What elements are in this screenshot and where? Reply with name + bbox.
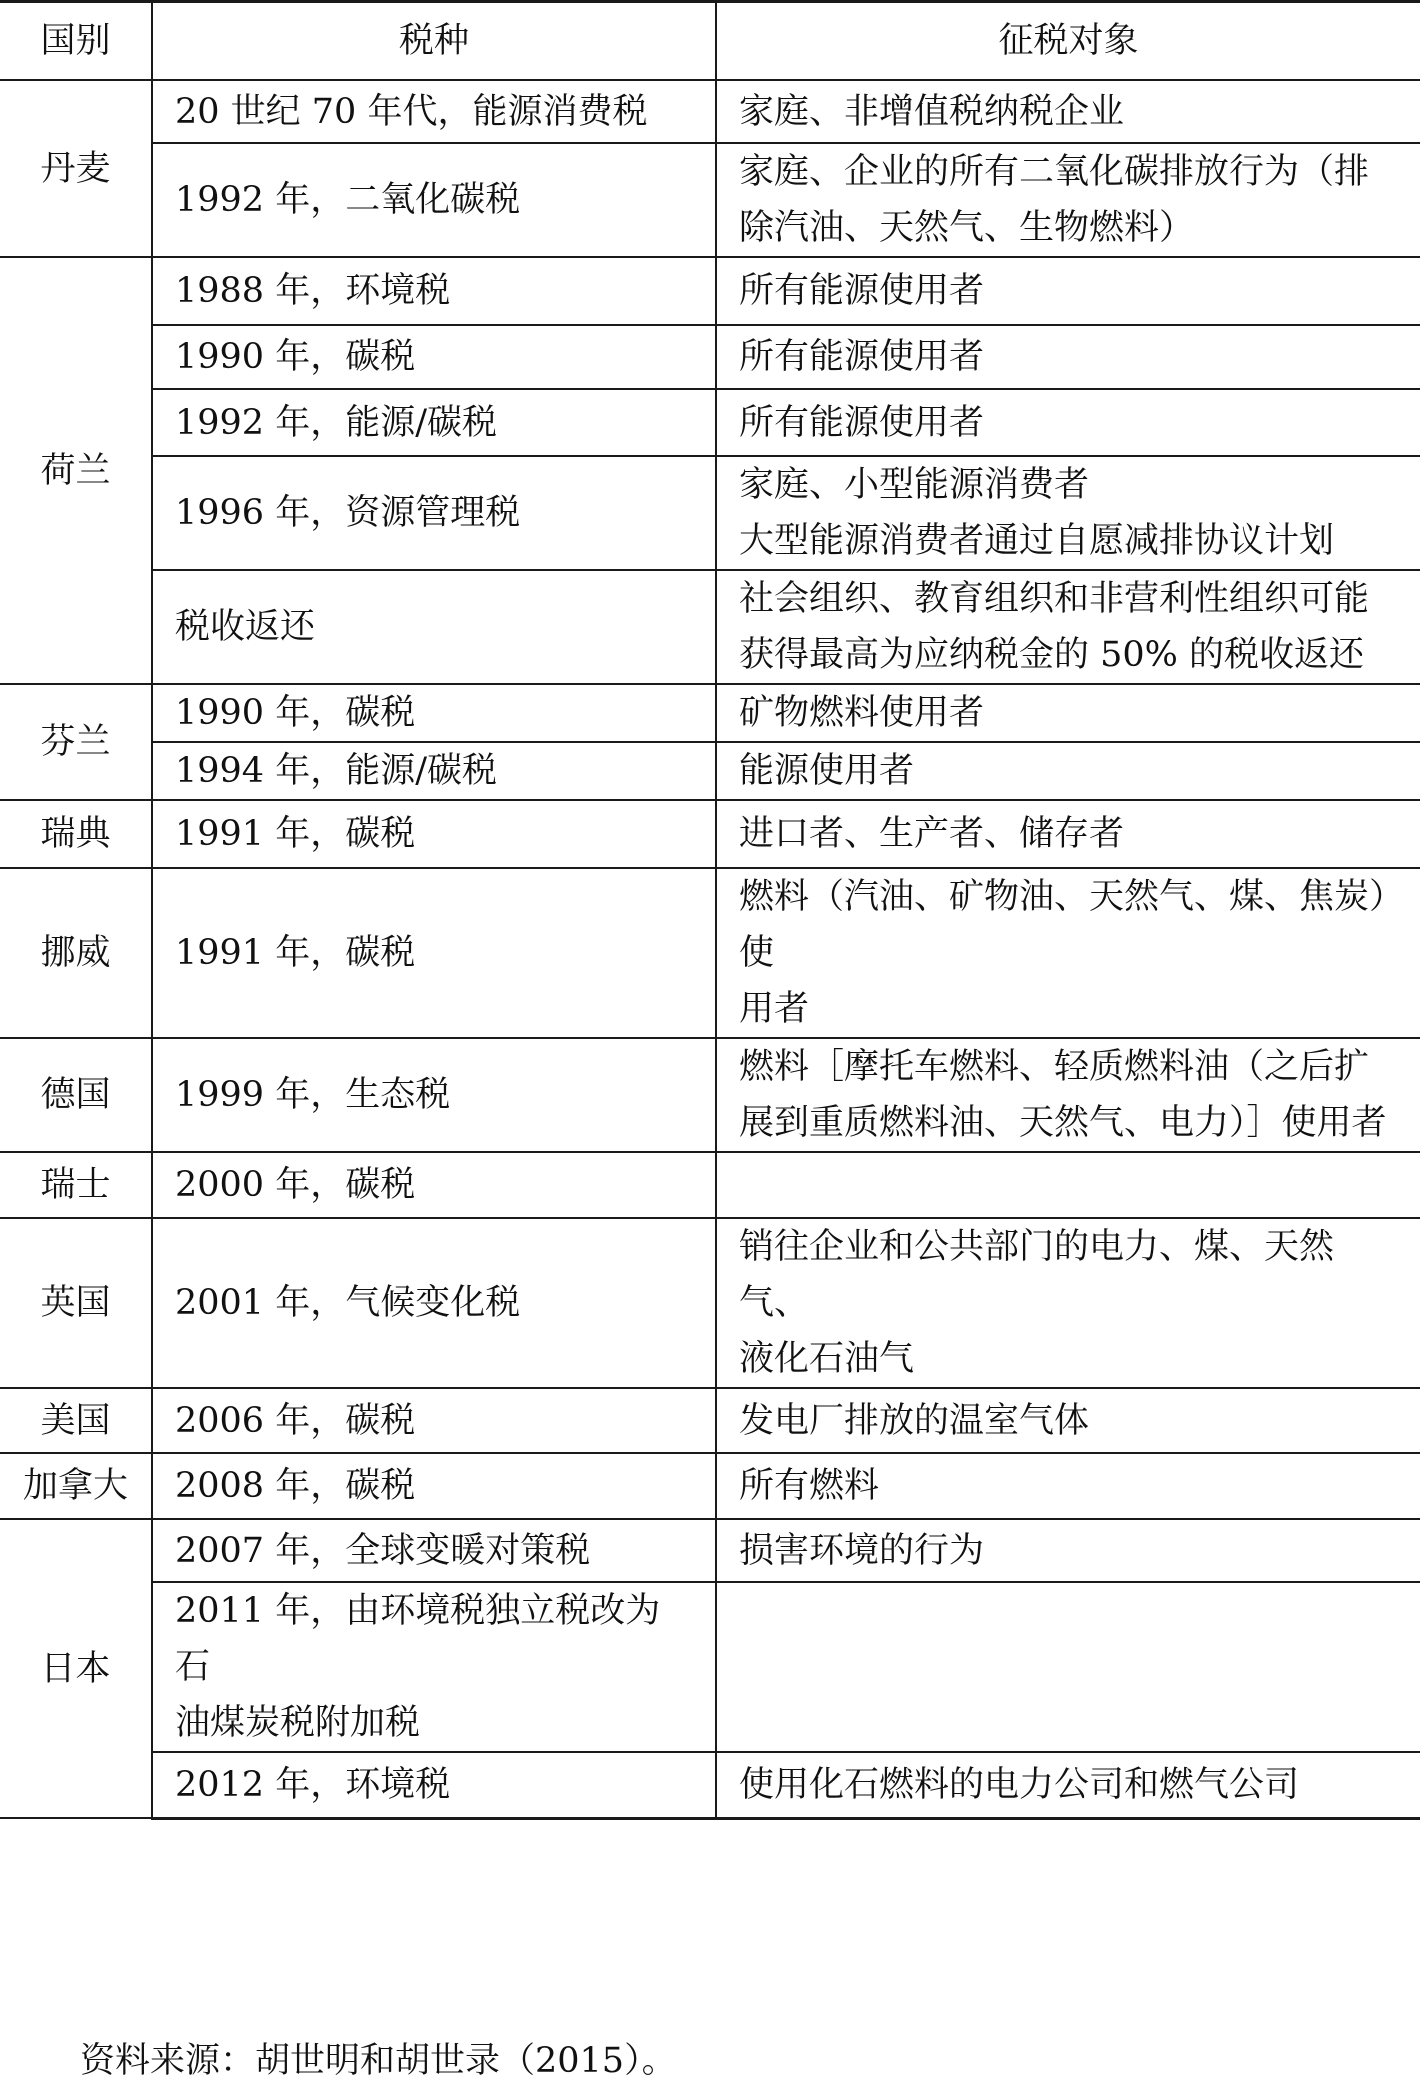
tax-type-cell [152,1752,716,1818]
country-cell: 丹麦 [0,80,152,257]
tax-target-line: 大型能源消费者通过自愿减排协议计划 [739,521,1335,561]
country-cell: 德国 [0,1038,152,1152]
tax-type-cell [152,1152,716,1218]
table-row [0,325,1420,389]
table-row [0,80,1420,143]
header-country: 国别 [0,2,152,81]
tax-target-line: 进口者、生产者、储存者 [739,814,1125,854]
tax-target-cell [716,1453,1420,1519]
tax-target-line: 液化石油气 [739,1339,915,1379]
table-row [0,143,1420,257]
table-header [0,2,1420,81]
tax-target-cell [716,143,1420,257]
tax-type-cell [152,570,716,684]
country-cell: 英国 [0,1218,152,1388]
tax-type-line: 1991 年，碳税 [175,814,416,854]
tax-target-cell [716,868,1420,1038]
tax-type-cell [152,1582,716,1752]
tax-target-cell [716,684,1420,742]
tax-type-cell [152,389,716,456]
tax-target-line: 发电厂排放的温室气体 [739,1400,1090,1441]
header-tax-target: 征税对象 [716,2,1420,81]
table-row [0,570,1420,684]
tax-target-line: 能源使用者 [739,751,915,791]
header-tax-type: 税种 [152,2,716,81]
tax-type-line: 20 世纪 70 年代，能源消费税 [175,91,648,132]
table-row [0,1752,1420,1818]
tax-target-line: 燃料［摩托车燃料、轻质燃料油（之后扩 [739,1047,1370,1087]
table-row [0,1218,1420,1388]
tax-type-cell [152,80,716,143]
tax-target-line: 获得最高为应纳税金的 50% 的税收返还 [739,635,1365,675]
country-cell: 瑞士 [0,1152,152,1218]
table-row [0,684,1420,742]
tax-type-line: 2008 年，碳税 [175,1466,416,1506]
tax-target-line: 所有能源使用者 [739,337,985,377]
tax-type-line: 1999 年，生态税 [175,1075,451,1115]
table-row [0,1038,1420,1152]
table-row [0,868,1420,1038]
tax-target-line: 所有能源使用者 [739,402,985,443]
tax-target-line: 用者 [739,989,810,1029]
tax-target-cell [716,257,1420,325]
tax-target-line: 家庭、非增值税纳税企业 [739,91,1125,132]
tax-target-cell [716,1152,1420,1218]
tax-type-cell [152,1519,716,1582]
tax-target-line: 销往企业和公共部门的电力、煤、天然气、 [739,1227,1335,1323]
tax-type-cell [152,257,716,325]
tax-type-line: 2006 年，碳税 [175,1400,416,1441]
table-row [0,1388,1420,1453]
country-cell: 荷兰 [0,257,152,684]
country-cell: 美国 [0,1388,152,1453]
tax-type-cell [152,684,716,742]
tax-type-cell [152,742,716,800]
tax-target-cell [716,742,1420,800]
table-row [0,1519,1420,1582]
tax-target-cell [716,456,1420,570]
table-body [0,80,1420,1818]
tax-target-cell [716,570,1420,684]
tax-type-cell [152,868,716,1038]
tax-target-cell [716,1752,1420,1818]
tax-type-cell [152,143,716,257]
table-row [0,389,1420,456]
country-cell: 加拿大 [0,1453,152,1519]
tax-target-line: 矿物燃料使用者 [739,693,985,733]
tax-target-cell [716,325,1420,389]
tax-target-line: 展到重质燃料油、天然气、电力）］使用者 [739,1103,1387,1143]
tax-type-cell [152,325,716,389]
country-cell: 瑞典 [0,800,152,868]
source-note: 资料来源：胡世明和胡世录（2015）。 [80,2041,677,2081]
tax-type-line: 1991 年，碳税 [175,933,416,973]
tax-type-line: 油煤炭税附加税 [175,1703,421,1743]
tax-type-line: 2000 年，碳税 [175,1165,416,1205]
table-row [0,1582,1420,1752]
tax-target-line: 社会组织、教育组织和非营利性组织可能 [739,579,1370,619]
table-row [0,257,1420,325]
table-row [0,1152,1420,1218]
table-row [0,742,1420,800]
tax-type-cell [152,1038,716,1152]
tax-target-cell [716,1038,1420,1152]
country-cell: 挪威 [0,868,152,1038]
tax-type-cell [152,800,716,868]
tax-type-line: 2007 年，全球变暖对策税 [175,1530,591,1571]
tax-type-line: 税收返还 [175,607,316,647]
tax-type-line: 1996 年，资源管理税 [175,493,521,533]
tax-target-cell [716,1519,1420,1582]
header-row [0,2,1420,81]
tax-target-line: 损害环境的行为 [739,1530,985,1571]
tax-target-line: 家庭、小型能源消费者 [739,465,1090,505]
table-row [0,800,1420,868]
tax-type-line: 2012 年，环境税 [175,1764,451,1805]
tax-target-cell [716,1388,1420,1453]
tax-type-cell [152,1218,716,1388]
tax-target-line: 燃料（汽油、矿物油、天然气、煤、焦炭）使 [739,877,1387,973]
table-row [0,1453,1420,1519]
tax-type-line: 1988 年，环境税 [175,271,451,311]
tax-target-line: 所有燃料 [739,1466,880,1506]
tax-target-cell [716,1218,1420,1388]
tax-type-line: 1990 年，碳税 [175,693,416,733]
tax-type-line: 2011 年，由环境税独立税改为石 [175,1591,661,1687]
country-cell: 日本 [0,1519,152,1818]
tax-type-line: 1992 年，二氧化碳税 [175,180,521,220]
tax-type-cell [152,1388,716,1453]
tax-target-cell [716,800,1420,868]
tax-type-line: 1990 年，碳税 [175,337,416,377]
tax-type-line: 2001 年，气候变化税 [175,1283,521,1323]
tax-target-line: 使用化石燃料的电力公司和燃气公司 [739,1764,1300,1805]
table-row [0,456,1420,570]
tax-type-line: 1992 年，能源/碳税 [175,402,497,443]
tax-target-line: 除汽油、天然气、生物燃料） [739,208,1195,248]
country-cell: 芬兰 [0,684,152,800]
tax-target-line: 家庭、企业的所有二氧化碳排放行为（排 [739,152,1370,192]
tax-target-cell [716,389,1420,456]
tax-type-cell [152,456,716,570]
tax-target-cell [716,1582,1420,1752]
tax-target-cell [716,80,1420,143]
tax-type-cell [152,1453,716,1519]
tax-type-line: 1994 年，能源/碳税 [175,751,497,791]
tax-target-line: 所有能源使用者 [739,271,985,311]
